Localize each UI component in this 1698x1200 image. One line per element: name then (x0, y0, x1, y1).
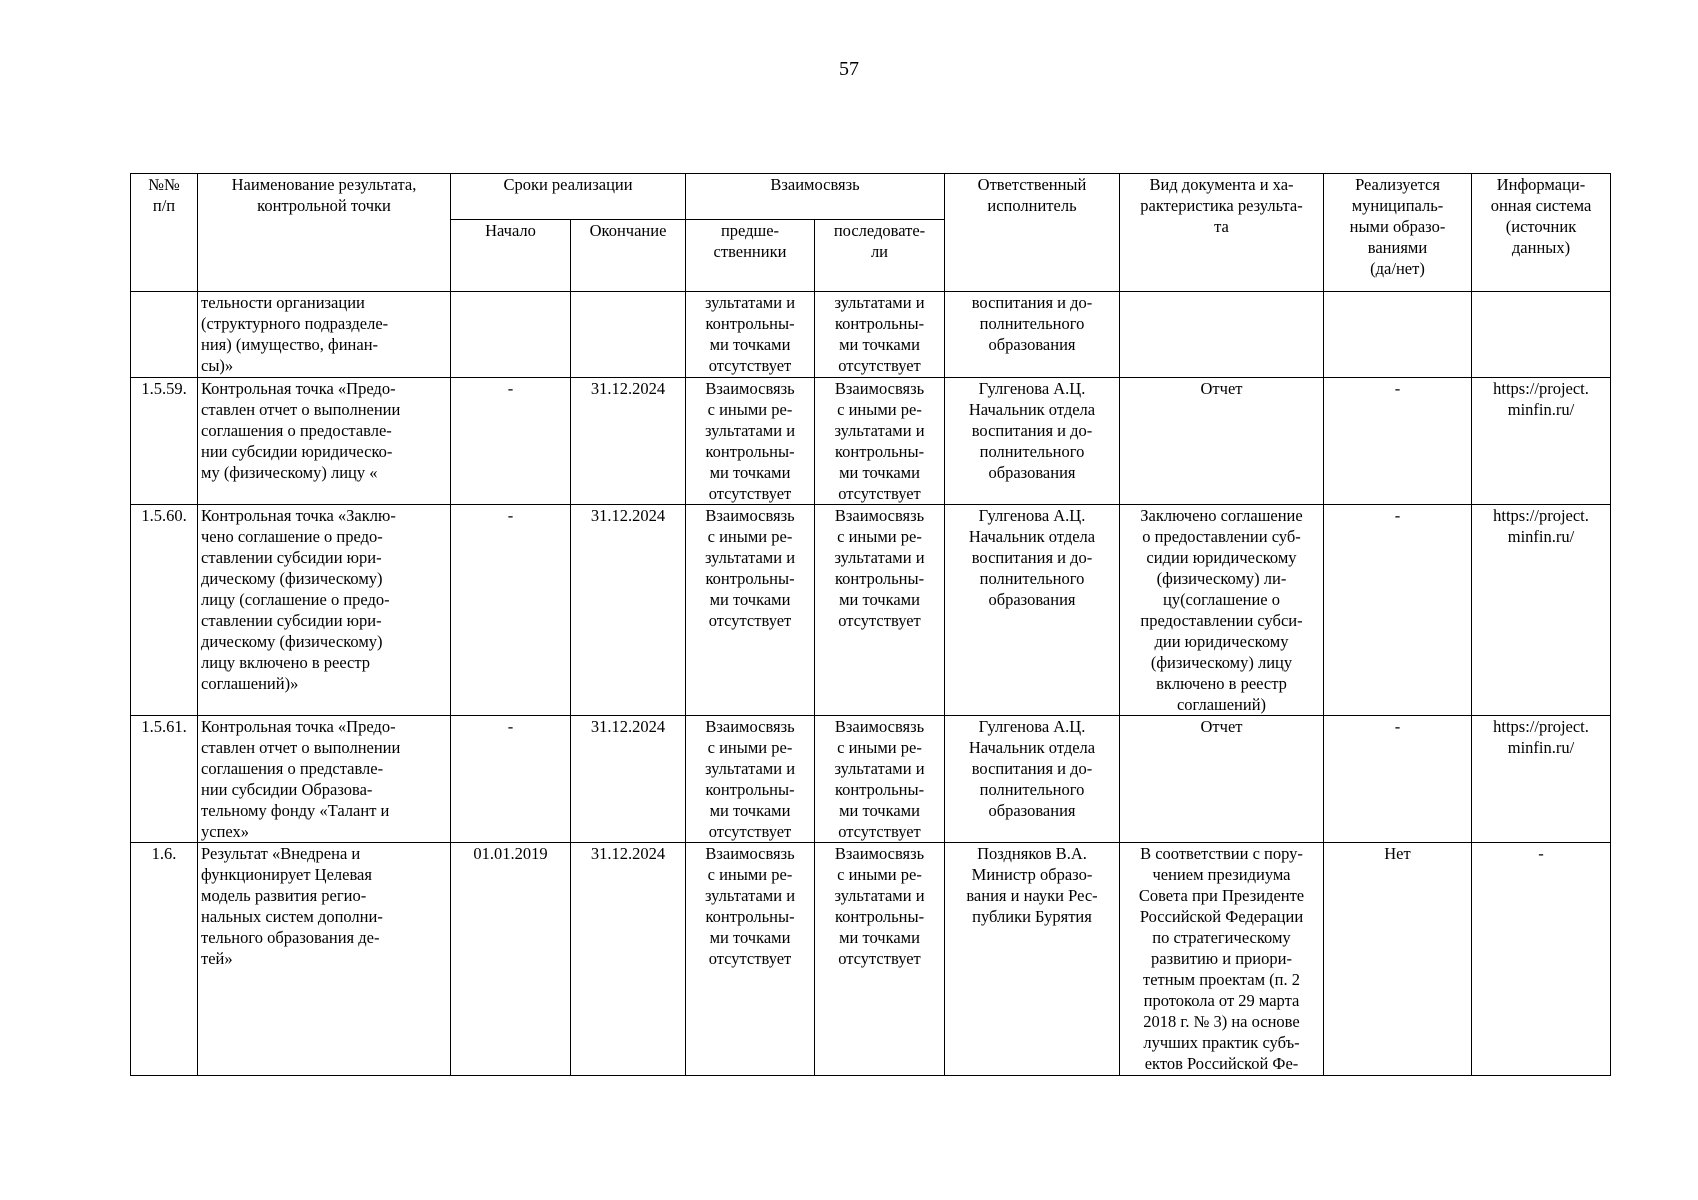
row-responsible: Гулгенова А.Ц. Начальник отдела воспитания и до- полнительного образования (945, 716, 1120, 843)
row-responsible: Гулгенова А.Ц. Начальник отдела воспитания и до- полнительного образования (945, 378, 1120, 505)
row-num: 1.5.59. (131, 378, 198, 505)
header-end: Окончание (571, 220, 686, 292)
row-num: 1.5.61. (131, 716, 198, 843)
header-predecessors: предше- ственники (686, 220, 815, 292)
header-responsible: Ответственный исполнитель (945, 174, 1120, 292)
row-info-system: https://project. minfin.ru/ (1472, 716, 1611, 843)
results-table (130, 173, 1611, 1076)
header-info-system: Информаци- онная система (источник данных) (1472, 174, 1611, 292)
row-name: Контрольная точка «Предо- ставлен отчет о выполнении соглашения о представле- нии субсидии Образова- тельному фонду «Талант и успех» (198, 716, 451, 843)
table-row (131, 505, 1611, 716)
header-municipal: Реализуется муниципаль- ными образо- ваниями (да/нет) (1324, 174, 1472, 292)
table-header-row (131, 174, 1611, 220)
row-predecessors: Взаимосвязь с иными ре- зультатами и контрольны- ми точками отсутствует (686, 843, 815, 1076)
row-municipal: - (1324, 716, 1472, 843)
row-end: 31.12.2024 (571, 716, 686, 843)
row-info-system: https://project. minfin.ru/ (1472, 505, 1611, 716)
row-end (571, 292, 686, 378)
row-successors: зультатами и контрольны- ми точками отсутствует (815, 292, 945, 378)
row-successors: Взаимосвязь с иными ре- зультатами и контрольны- ми точками отсутствует (815, 716, 945, 843)
row-municipal: - (1324, 505, 1472, 716)
row-doc-type: Заключено соглашение о предоставлении суб- сидии юридическому (физическому) ли- цу(соглашение о предоставлении субси- дии юридическому (физическому) лицу включено в реестр соглашений) (1120, 505, 1324, 716)
row-start (451, 292, 571, 378)
row-successors: Взаимосвязь с иными ре- зультатами и контрольны- ми точками отсутствует (815, 505, 945, 716)
row-start: - (451, 505, 571, 716)
row-predecessors: Взаимосвязь с иными ре- зультатами и контрольны- ми точками отсутствует (686, 378, 815, 505)
row-responsible: Гулгенова А.Ц. Начальник отдела воспитания и до- полнительного образования (945, 505, 1120, 716)
header-successors: последовате- ли (815, 220, 945, 292)
row-num: 1.5.60. (131, 505, 198, 716)
header-doc-type: Вид документа и ха- рактеристика результа- та (1120, 174, 1324, 292)
row-end: 31.12.2024 (571, 505, 686, 716)
row-municipal: Нет (1324, 843, 1472, 1076)
row-start: - (451, 378, 571, 505)
row-num: 1.6. (131, 843, 198, 1076)
table-row (131, 292, 1611, 378)
row-num (131, 292, 198, 378)
row-predecessors: Взаимосвязь с иными ре- зультатами и контрольны- ми точками отсутствует (686, 716, 815, 843)
page-number: 57 (839, 58, 859, 80)
row-responsible: воспитания и до- полнительного образования (945, 292, 1120, 378)
row-end: 31.12.2024 (571, 378, 686, 505)
table-row (131, 843, 1611, 1076)
table-row (131, 378, 1611, 505)
row-doc-type: Отчет (1120, 378, 1324, 505)
table-row (131, 716, 1611, 843)
row-info-system (1472, 292, 1611, 378)
row-name: Результат «Внедрена и функционирует Целевая модель развития регио- нальных систем дополни- тельного образования де- тей» (198, 843, 451, 1076)
header-num: №№ п/п (131, 174, 198, 292)
row-doc-type (1120, 292, 1324, 378)
header-start: Начало (451, 220, 571, 292)
row-responsible: Поздняков В.А. Министр образо- вания и науки Рес- публики Бурятия (945, 843, 1120, 1076)
row-info-system: https://project. minfin.ru/ (1472, 378, 1611, 505)
row-info-system: - (1472, 843, 1611, 1076)
row-end: 31.12.2024 (571, 843, 686, 1076)
row-name: Контрольная точка «Предо- ставлен отчет о выполнении соглашения о предоставле- нии субсидии юридическо- му (физическому) лицу « (198, 378, 451, 505)
row-start: 01.01.2019 (451, 843, 571, 1076)
row-predecessors: зультатами и контрольны- ми точками отсутствует (686, 292, 815, 378)
row-municipal: - (1324, 378, 1472, 505)
row-name: тельности организации (структурного подразделе- ния) (имущество, финан- сы)» (198, 292, 451, 378)
row-successors: Взаимосвязь с иными ре- зультатами и контрольны- ми точками отсутствует (815, 843, 945, 1076)
row-doc-type: Отчет (1120, 716, 1324, 843)
header-terms: Сроки реализации (451, 174, 686, 220)
row-start: - (451, 716, 571, 843)
row-name: Контрольная точка «Заклю- чено соглашение о предо- ставлении субсидии юри- дическому (физическому) лицу (соглашение о предо- ставлении субсидии юри- дическому (физическому) лицу включено в реестр соглашений)» (198, 505, 451, 716)
header-relation: Взаимосвязь (686, 174, 945, 220)
row-municipal (1324, 292, 1472, 378)
header-name: Наименование результата, контрольной точки (198, 174, 451, 292)
row-predecessors: Взаимосвязь с иными ре- зультатами и контрольны- ми точками отсутствует (686, 505, 815, 716)
row-doc-type: В соответствии с пору- чением президиума Совета при Президенте Российской Федерации по стратегическому развитию и приори- тетным проектам (п. 2 протокола от 29 марта 2018 г. № 3) на основе лучших практик субъ- ектов Российской Фе- (1120, 843, 1324, 1076)
row-successors: Взаимосвязь с иными ре- зультатами и контрольны- ми точками отсутствует (815, 378, 945, 505)
